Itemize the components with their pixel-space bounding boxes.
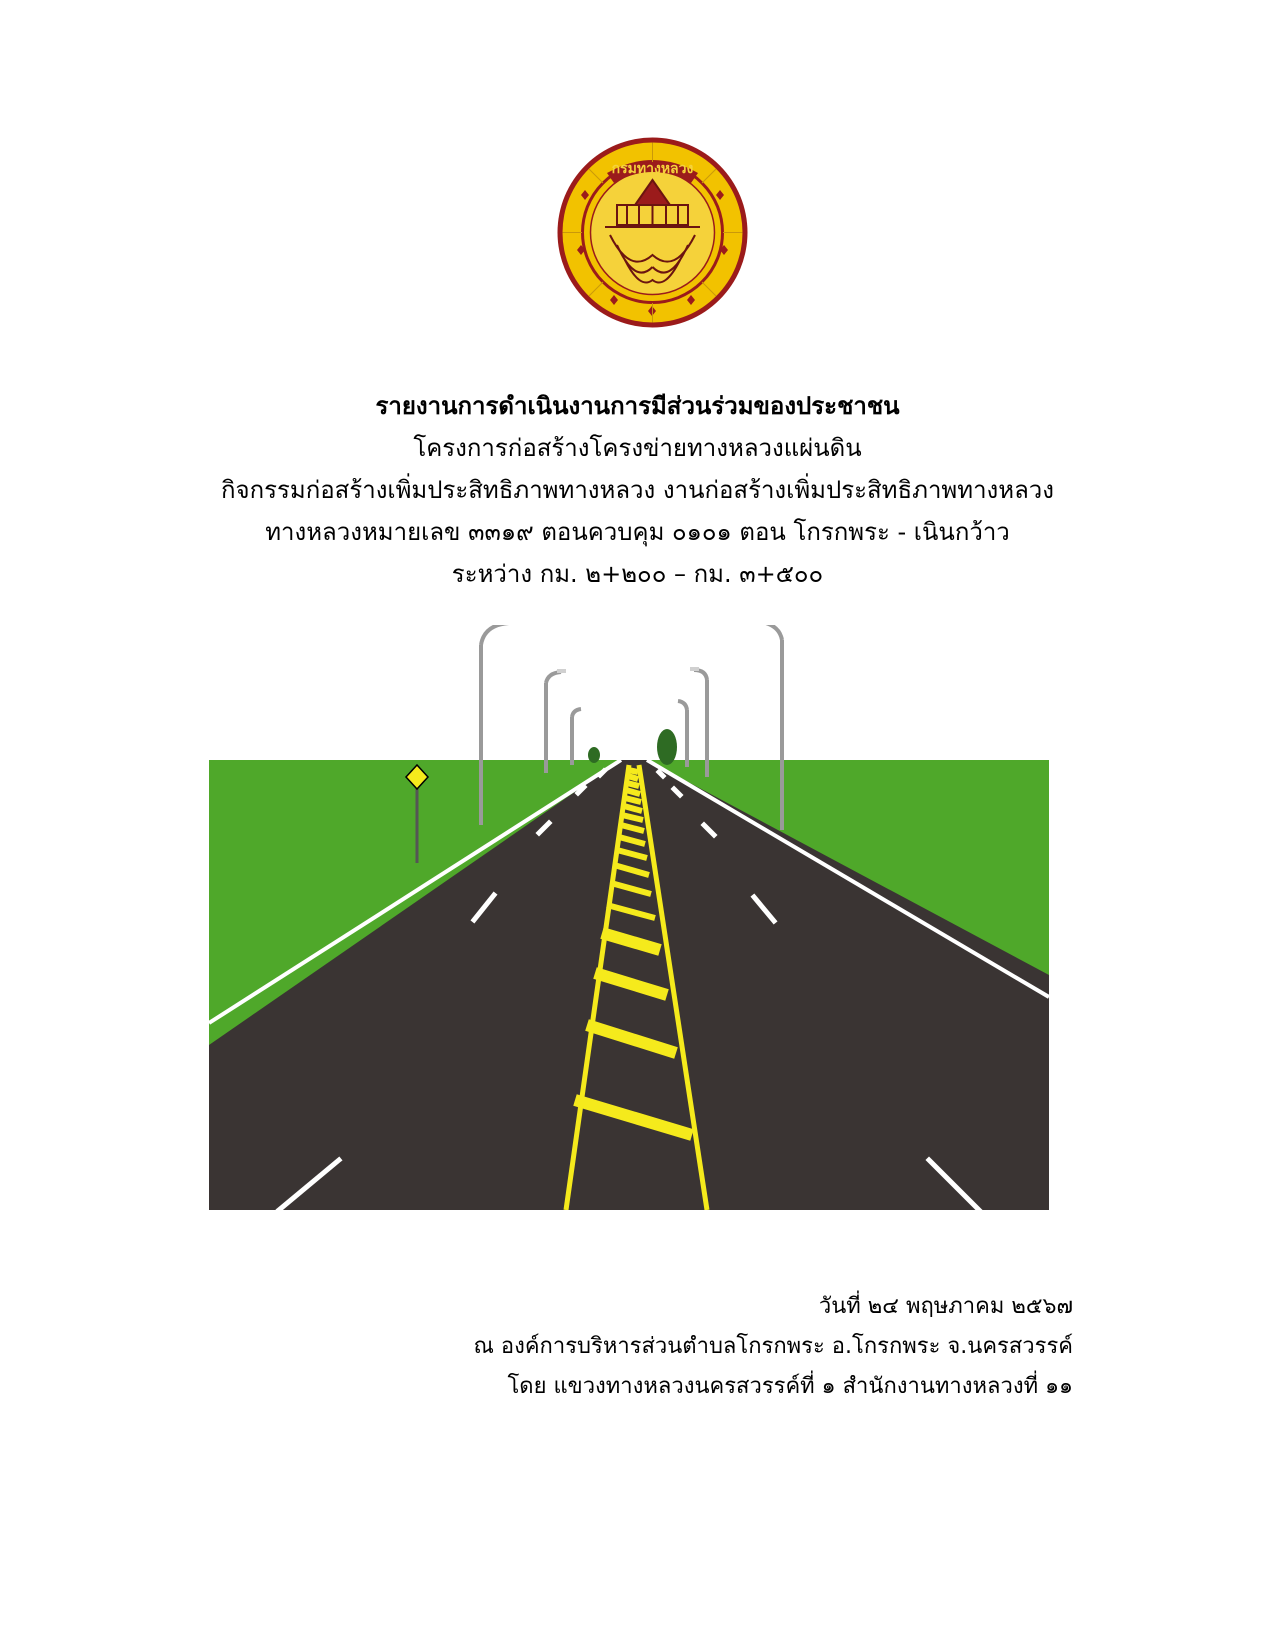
report-date: วันที่ ๒๔ พฤษภาคม ๒๕๖๗ (818, 1294, 1073, 1319)
department-of-highways-logo (555, 135, 750, 330)
km-range: ระหว่าง กม. ๒+๒๐๐ – กม. ๓+๕๐๐ (451, 560, 824, 588)
activity-name: กิจกรรมก่อสร้างเพิ่มประสิทธิภาพทางหลวง งานก่อสร้างเพิ่มประสิทธิภาพทางหลวง (221, 476, 1054, 504)
venue: ณ องค์การบริหารส่วนตำบลโกรกพระ อ.โกรกพระ จ.นครสวรรค์ (473, 1334, 1073, 1359)
project-name: โครงการก่อสร้างโครงข่ายทางหลวงแผ่นดิน (413, 434, 862, 462)
title-block (0, 385, 1275, 595)
footer-block (473, 1287, 1073, 1407)
road-illustration (209, 625, 1049, 1210)
seal-label: กรมทางหลวง (611, 161, 694, 177)
road-image (209, 625, 1049, 1210)
organizer: โดย แขวงทางหลวงนครสวรรค์ที่ ๑ สำนักงานทางหลวงที่ ๑๑ (507, 1374, 1073, 1399)
seal-graphic (555, 135, 750, 330)
highway-section: ทางหลวงหมายเลข ๓๓๑๙ ตอนควบคุม ๐๑๐๑ ตอน โกรกพระ - เนินกว้าว (265, 518, 1010, 546)
report-title: รายงานการดำเนินงานการมีส่วนร่วมของประชาชน (375, 392, 900, 420)
